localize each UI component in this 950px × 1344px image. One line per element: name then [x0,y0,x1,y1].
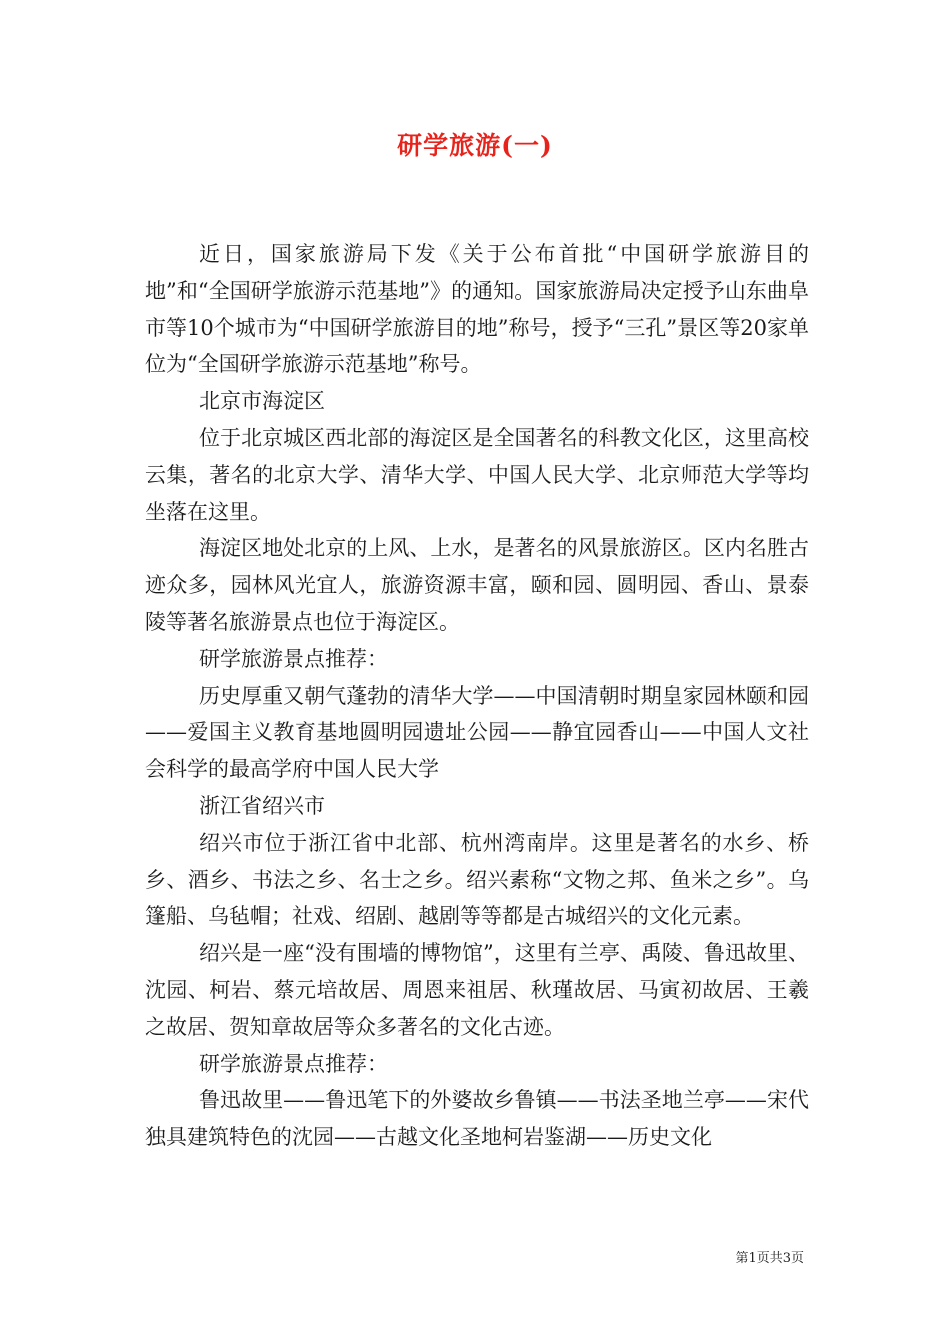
recommendation-heading: 研学旅游景点推荐： [199,646,388,671]
paragraph-shaoxing-route: 鲁迅故里——鲁迅笔下的外婆故乡鲁镇——书法圣地兰亭——宋代独具建筑特色的沈园——古越文化圣地柯岩鉴湖——历史文化 [145,1088,809,1150]
document-body [145,236,809,1156]
paragraph-haidian-route: 历史厚重又朝气蓬勃的清华大学——中国清朝时期皇家园林颐和园——爱国主义教育基地圆明园遗址公园——静宜园香山——中国人文社会科学的最高学府中国人民大学 [145,683,809,782]
document-title: 研学旅游(一) [397,131,553,160]
section-heading-shaoxing: 浙江省绍兴市 [199,793,325,818]
paragraph-intro: 近日，国家旅游局下发《关于公布首批“中国研学旅游目的地”和“全国研学旅游示范基地”》的通知。国家旅游局决定授予山东曲阜市等10个城市为“中国研学旅游目的地”称号，授予“三孔”景区等20家单位为“全国研学旅游示范基地”称号。 [145,242,809,377]
paragraph-shaoxing-museum: 绍兴是一座“没有围墙的博物馆”，这里有兰亭、禹陵、鲁迅故里、沈园、柯岩、蔡元培故居、周恩来祖居、秋瑾故居、马寅初故居、王羲之故居、贺知章故居等众多著名的文化古迹。 [145,941,809,1039]
recommendation-heading: 研学旅游景点推荐： [199,1051,388,1076]
paragraph-shaoxing-location: 绍兴市位于浙江省中北部、杭州湾南岸。这里是著名的水乡、桥乡、酒乡、书法之乡、名士之乡。绍兴素称“文物之邦、鱼米之乡”。乌篷船、乌毡帽；社戏、绍剧、越剧等等都是古城绍兴的文化元素。 [145,830,809,929]
paragraph-haidian-location: 位于北京城区西北部的海淀区是全国著名的科教文化区，这里高校云集，著名的北京大学、清华大学、中国人民大学、北京师范大学等均坐落在这里。 [145,425,809,524]
paragraph-haidian-scenery: 海淀区地处北京的上风、上水，是著名的风景旅游区。区内名胜古迹众多，园林风光宜人，旅游资源丰富，颐和园、圆明园、香山、景泰陵等著名旅游景点也位于海淀区。 [145,536,809,634]
page-number-footer: 第1页共3页 [735,1251,804,1266]
section-heading-haidian: 北京市海淀区 [199,389,325,414]
